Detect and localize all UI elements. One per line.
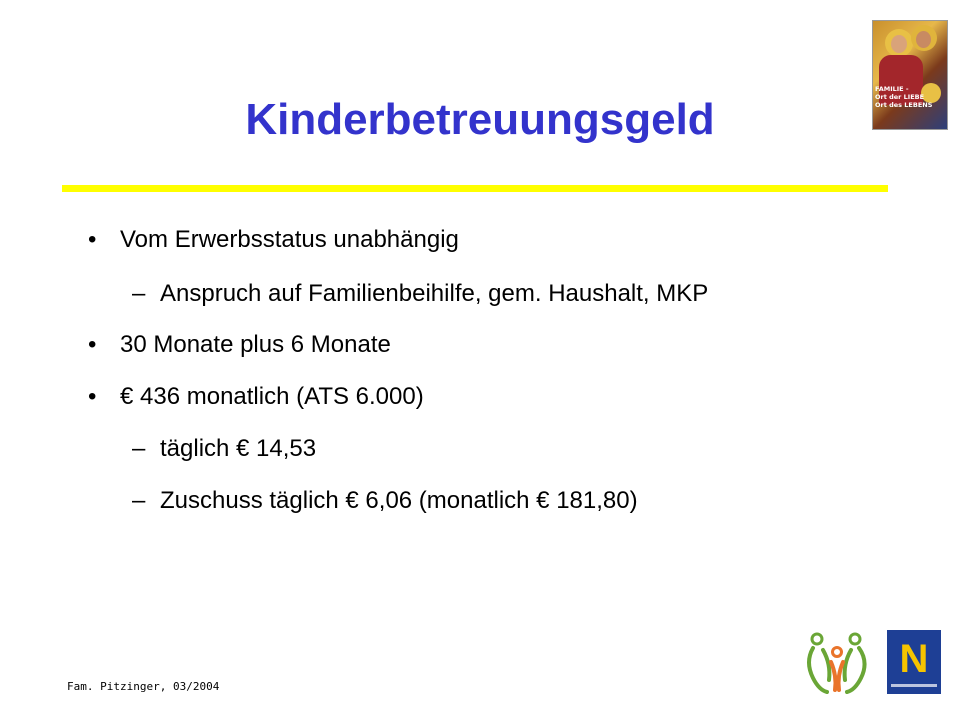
image-caption-line: FAMILIE - (875, 85, 909, 93)
bullet-marker: • (88, 331, 97, 358)
sub-bullet-marker: – (132, 487, 146, 514)
logo-letter: N (899, 637, 929, 681)
slide-title: Kinderbetreuungsgeld (245, 95, 715, 144)
image-caption-line: Ort des LEBENS (875, 101, 933, 109)
sub-bullet-marker: – (132, 280, 146, 307)
sub-bullet-text: Anspruch auf Familienbeihilfe, gem. Haushalt, MKP (160, 280, 709, 307)
sub-bullet-marker: – (132, 435, 146, 462)
bullet-text: Vom Erwerbsstatus unabhängig (120, 226, 459, 253)
bullet-text: € 436 monatlich (ATS 6.000) (120, 383, 424, 410)
bullet-marker: • (88, 226, 97, 253)
sub-bullet-text: Zuschuss täglich € 6,06 (monatlich € 181,80) (160, 487, 638, 514)
sub-bullet-text: täglich € 14,53 (160, 435, 317, 462)
image-caption-line: Ort der LIEBE (875, 93, 925, 101)
family-logo-icon (803, 630, 871, 696)
bullet-text: 30 Monate plus 6 Monate (120, 331, 391, 358)
slide-footer: Fam. Pitzinger, 03/2004 (67, 680, 220, 693)
lower-austria-n-logo-icon (887, 630, 941, 694)
bullet-marker: • (88, 383, 97, 410)
